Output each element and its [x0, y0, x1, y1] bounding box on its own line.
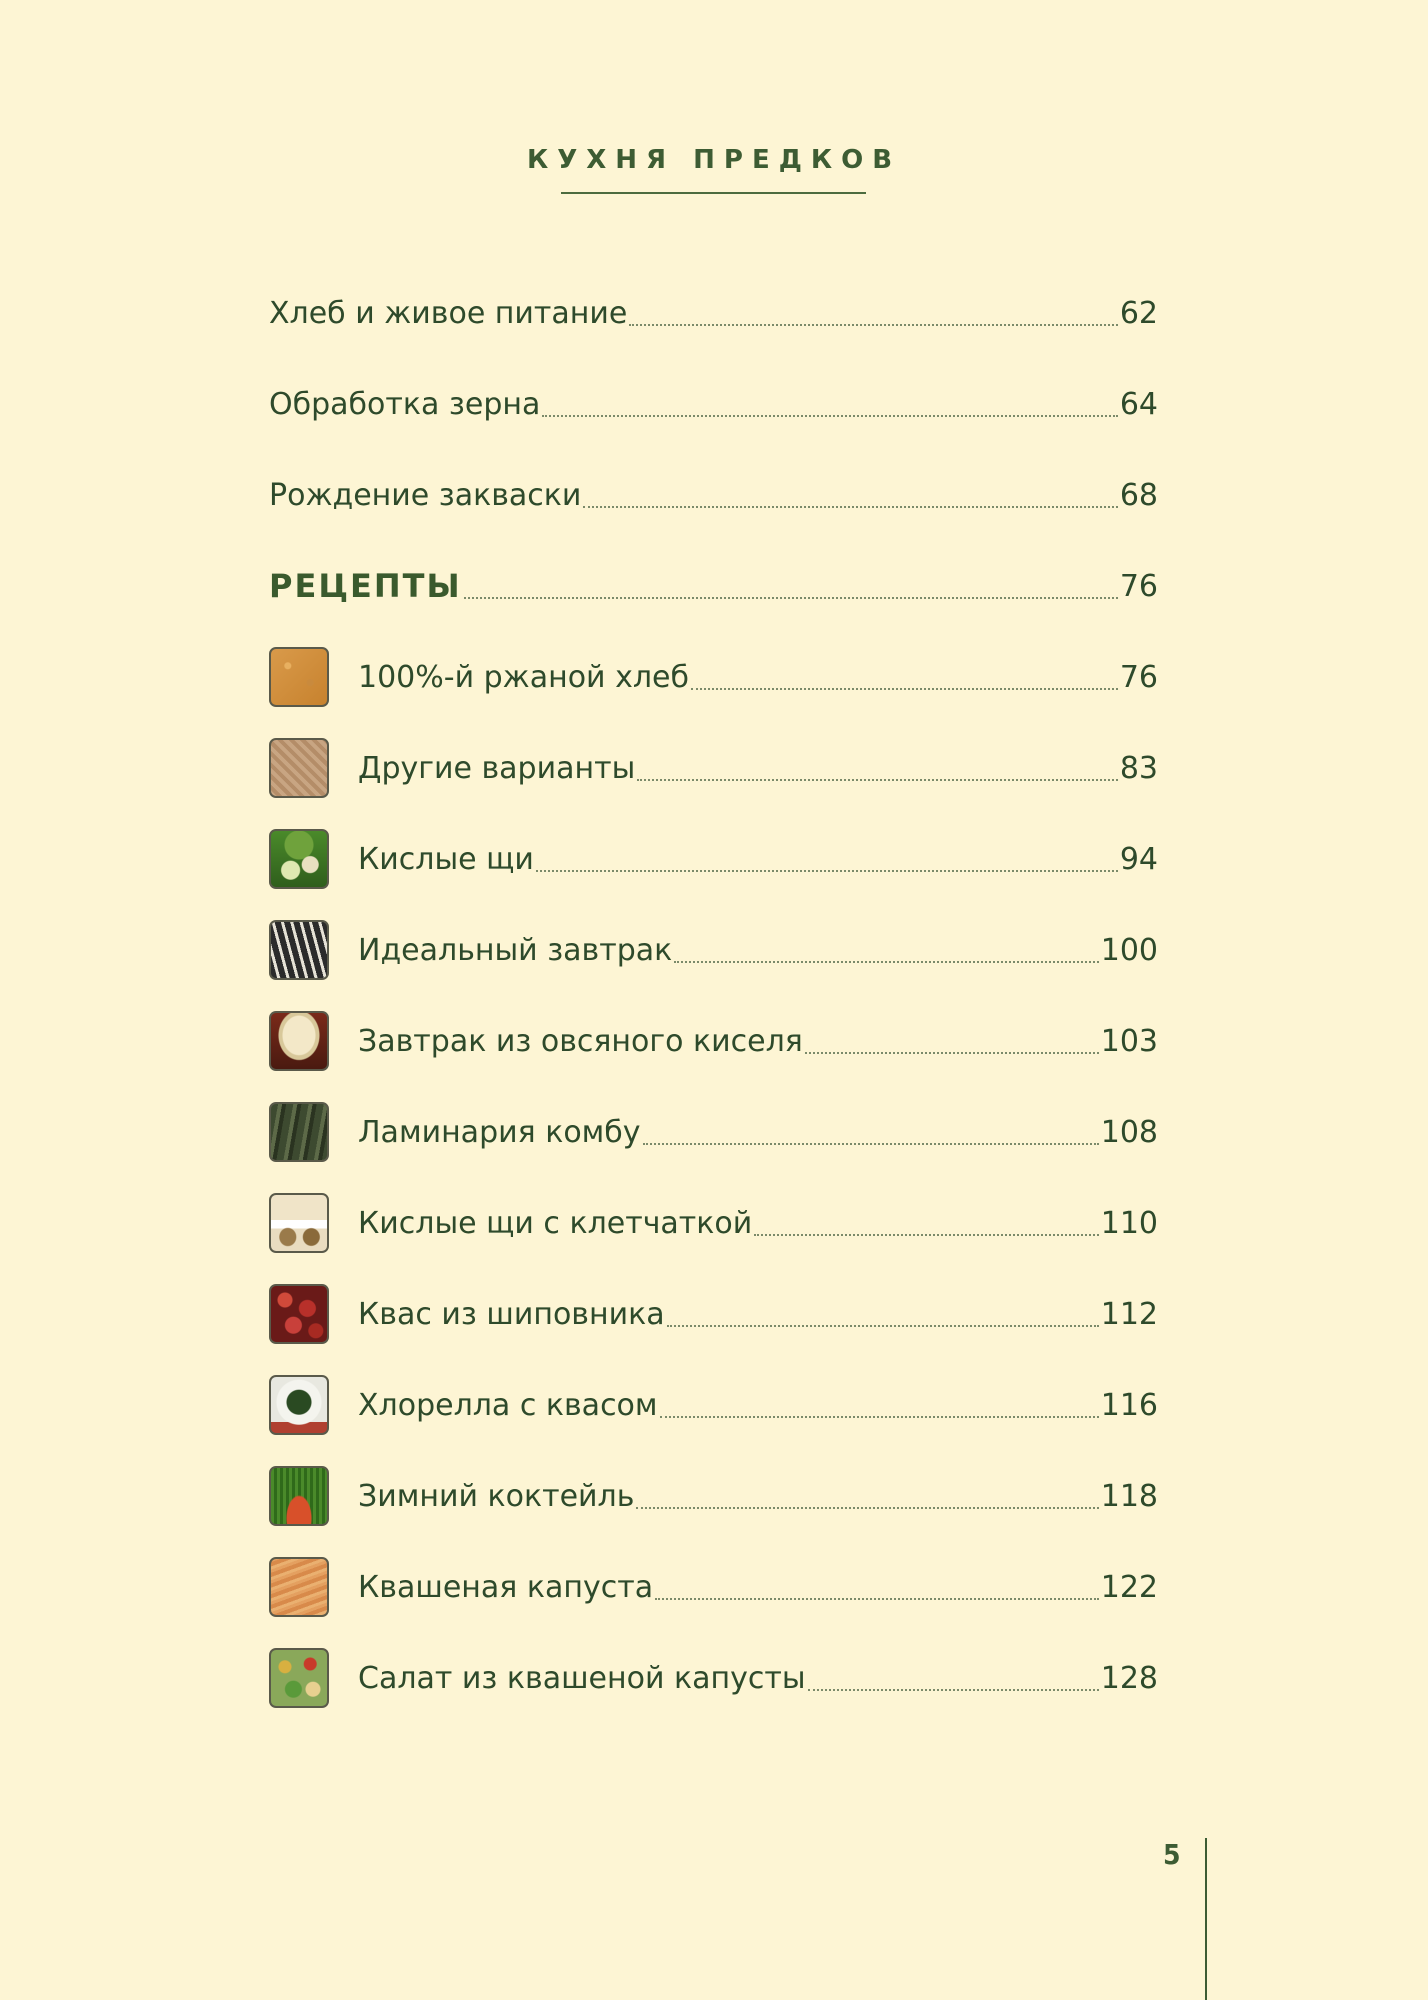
recipe-label: Завтрак из овсяного киселя: [358, 1023, 803, 1059]
recipe-page: 76: [1119, 659, 1158, 695]
dot-leader: [536, 870, 1118, 872]
recipe-entry[interactable]: [269, 1643, 1158, 1713]
rye-bread-crumb-thumbnail: [269, 647, 329, 707]
toc-entry[interactable]: [269, 278, 1158, 348]
page-number-rule: [1205, 1838, 1207, 2000]
section-heading-page: 76: [1119, 568, 1158, 604]
recipe-label: Кислые щи: [358, 841, 534, 877]
recipe-entry[interactable]: [269, 1552, 1158, 1622]
recipe-entry[interactable]: [269, 1461, 1158, 1531]
toc-entry-page: 62: [1119, 295, 1158, 331]
dot-leader: [691, 688, 1118, 690]
recipe-entry[interactable]: [269, 642, 1158, 712]
dot-leader: [542, 415, 1117, 417]
dot-leader: [643, 1143, 1099, 1145]
recipe-page: 118: [1100, 1478, 1158, 1514]
sauerkraut-thumbnail: [269, 1557, 329, 1617]
recipe-entry[interactable]: [269, 915, 1158, 985]
dot-leader: [808, 1689, 1099, 1691]
dot-leader: [583, 506, 1117, 508]
toc-entry[interactable]: [269, 460, 1158, 530]
recipe-label: Ламинария комбу: [358, 1114, 641, 1150]
recipe-entry[interactable]: [269, 1006, 1158, 1076]
dot-leader: [637, 779, 1118, 781]
recipe-entry[interactable]: [269, 1097, 1158, 1167]
recipe-label: Кислые щи с клетчаткой: [358, 1205, 753, 1241]
kombu-seaweed-thumbnail: [269, 1102, 329, 1162]
sauerkraut-salad-thumbnail: [269, 1648, 329, 1708]
recipe-page: 122: [1100, 1569, 1158, 1605]
chlorella-bowl-thumbnail: [269, 1375, 329, 1435]
dot-leader: [629, 324, 1117, 326]
dot-leader: [636, 1507, 1098, 1509]
page-number: 5: [1163, 1838, 1181, 1871]
sliced-bread-thumbnail: [269, 920, 329, 980]
dot-leader: [655, 1598, 1099, 1600]
recipe-page: 103: [1100, 1023, 1158, 1059]
dot-leader: [674, 961, 1098, 963]
toc-section-heading[interactable]: [269, 551, 1158, 621]
section-heading-label: РЕЦЕПТЫ: [269, 567, 462, 605]
recipe-entry[interactable]: [269, 1188, 1158, 1258]
recipe-page: 94: [1119, 841, 1158, 877]
wheatgrass-tomato-thumbnail: [269, 1466, 329, 1526]
recipe-label: 100%-й ржаной хлеб: [358, 659, 689, 695]
recipe-entry[interactable]: [269, 1370, 1158, 1440]
recipe-page: 112: [1100, 1296, 1158, 1332]
recipe-page: 100: [1100, 932, 1158, 968]
recipe-entry[interactable]: [269, 733, 1158, 803]
recipe-label: Зимний коктейль: [358, 1478, 635, 1514]
recipe-label: Квас из шиповника: [358, 1296, 665, 1332]
running-header-title: КУХНЯ ПРЕДКОВ: [526, 145, 902, 175]
recipe-entry[interactable]: [269, 824, 1158, 894]
dot-leader: [754, 1234, 1098, 1236]
recipe-label: Квашеная капуста: [358, 1569, 654, 1605]
toc-entry-label: Хлеб и живое питание: [269, 295, 628, 331]
recipe-page: 116: [1100, 1387, 1158, 1423]
toc-entry-label: Обработка зерна: [269, 386, 541, 422]
toc-entry-page: 64: [1119, 386, 1158, 422]
bowls-with-seeds-thumbnail: [269, 1193, 329, 1253]
dot-leader: [660, 1416, 1099, 1418]
dot-leader: [667, 1325, 1099, 1327]
rosehip-berries-thumbnail: [269, 1284, 329, 1344]
recipe-label: Идеальный завтрак: [358, 932, 673, 968]
recipe-entry[interactable]: [269, 1279, 1158, 1349]
toc-entry-page: 68: [1119, 477, 1158, 513]
flour-texture-thumbnail: [269, 738, 329, 798]
recipe-page: 128: [1100, 1660, 1158, 1696]
recipe-page: 110: [1100, 1205, 1158, 1241]
dot-leader: [464, 597, 1118, 599]
recipe-page: 83: [1119, 750, 1158, 786]
header-underline: [561, 192, 866, 194]
recipe-label: Салат из квашеной капусты: [358, 1660, 806, 1696]
green-vegetables-thumbnail: [269, 829, 329, 889]
recipe-label: Другие варианты: [358, 750, 636, 786]
dot-leader: [805, 1052, 1099, 1054]
oat-porridge-bowl-thumbnail: [269, 1011, 329, 1071]
toc-entry-label: Рождение закваски: [269, 477, 582, 513]
recipe-label: Хлорелла с квасом: [358, 1387, 658, 1423]
toc-entry[interactable]: [269, 369, 1158, 439]
recipe-page: 108: [1100, 1114, 1158, 1150]
